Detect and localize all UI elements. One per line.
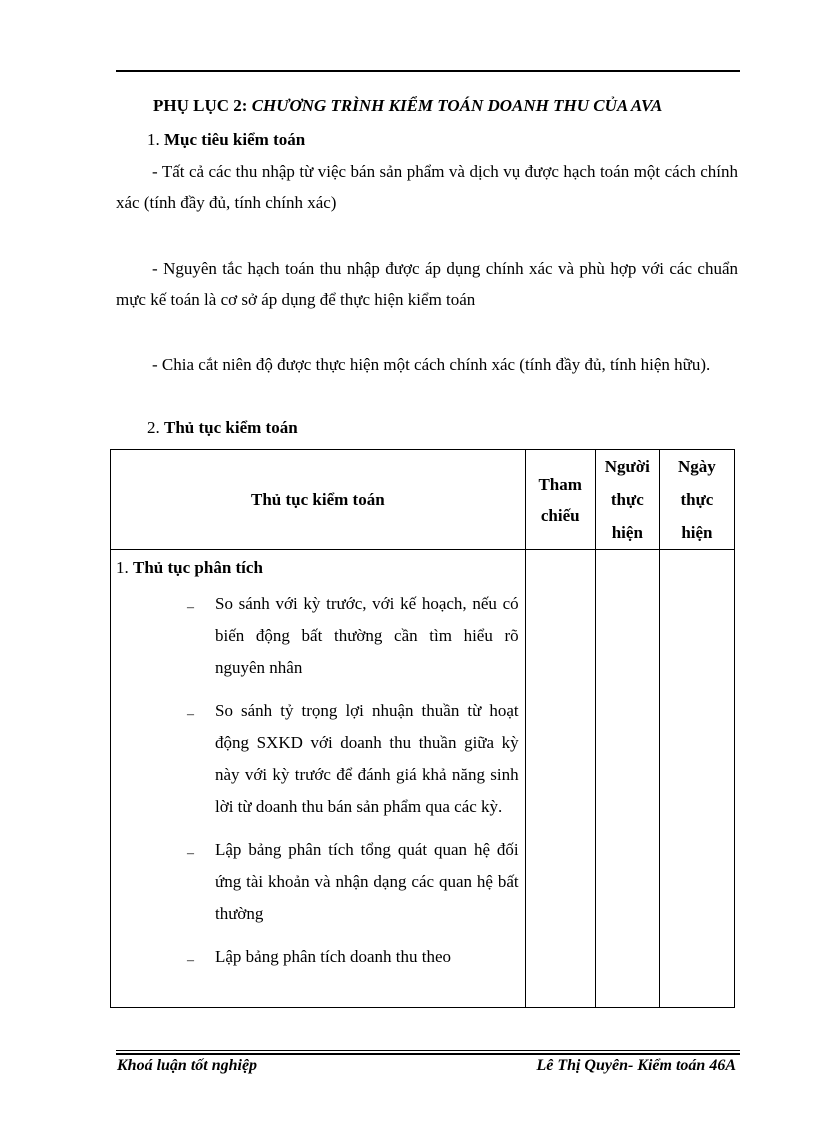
section2-heading xyxy=(147,418,298,438)
list-item xyxy=(111,695,525,823)
footer-left: Khoá luận tốt nghiệp xyxy=(117,1057,258,1074)
header-date xyxy=(659,450,734,550)
group-title: Thủ tục phân tích xyxy=(133,558,263,577)
list-item-text: Lập bảng phân tích tổng quát quan hệ đối ứng tài khoản và nhận dạng các quan hệ bất thường xyxy=(215,840,519,923)
bullet-dash: – xyxy=(187,600,194,615)
list-item-text: So sánh tỷ trọng lợi nhuận thuần từ hoạt động SXKD với doanh thu thuần giữa kỳ này với kỳ trước để đánh giá khả năng sinh lời từ doanh thu bán sản phẩm qua các kỳ. xyxy=(215,701,519,816)
header-performer xyxy=(595,450,659,550)
date-cell xyxy=(659,550,734,1008)
section2-number: 2. xyxy=(147,418,164,437)
group-number: 1. xyxy=(116,558,133,577)
bullet-dash: – xyxy=(187,953,194,968)
footer-rule-thin xyxy=(116,1050,740,1051)
section1-number: 1. xyxy=(147,130,164,149)
title-main: CHƯƠNG TRÌNH KIỂM TOÁN DOANH THU CỦA AVA xyxy=(251,96,663,115)
header-date-text: Ngày thực hiện xyxy=(678,457,716,542)
footer-rule-thick xyxy=(116,1053,740,1055)
procedure-list xyxy=(111,588,525,973)
title-prefix: PHỤ LỤC 2: xyxy=(153,96,252,115)
objective-paragraph-3: - Chia cắt niên độ được thực hiện một cách chính xác (tính đầy đủ, tính hiện hữu). xyxy=(152,355,711,374)
section1-heading xyxy=(147,130,305,150)
section1-title: Mục tiêu kiểm toán xyxy=(164,130,306,149)
list-item-text: So sánh với kỳ trước, với kế hoạch, nếu có biến động bất thường cần tìm hiểu rõ nguyên nhân xyxy=(215,594,519,677)
table-row xyxy=(111,550,735,1008)
header-reference xyxy=(525,450,595,550)
section2-title: Thủ tục kiểm toán xyxy=(164,418,298,437)
audit-procedure-table xyxy=(110,449,735,1008)
table-header-row xyxy=(111,450,735,550)
list-item xyxy=(111,834,525,930)
procedure-cell xyxy=(111,550,526,1008)
bullet-dash: – xyxy=(187,707,194,722)
header-rule xyxy=(116,70,740,72)
list-item-text: Lập bảng phân tích doanh thu theo xyxy=(215,947,452,966)
objective-paragraph-1: - Tất cả các thu nhập từ việc bán sản phẩm và dịch vụ được hạch toán một cách chính xác (tính đầy đủ, tính chính xác) xyxy=(116,162,738,212)
list-item xyxy=(111,941,525,973)
bullet-dash: – xyxy=(187,846,194,861)
list-item xyxy=(111,588,525,684)
page-title xyxy=(153,96,662,116)
header-performer-text: Người thực hiện xyxy=(604,457,650,542)
header-procedure: Thủ tục kiểm toán xyxy=(111,450,526,550)
header-reference-text: Tham chiếu xyxy=(538,474,582,525)
footer-right: Lê Thị Quyên- Kiểm toán 46A xyxy=(536,1057,736,1074)
reference-cell xyxy=(525,550,595,1008)
performer-cell xyxy=(595,550,659,1008)
group-heading xyxy=(116,558,525,578)
objective-paragraph-2: - Nguyên tắc hạch toán thu nhập được áp dụng chính xác và phù hợp với các chuẩn mực kế toán là cơ sở áp dụng để thực hiện kiểm toán xyxy=(116,259,738,309)
